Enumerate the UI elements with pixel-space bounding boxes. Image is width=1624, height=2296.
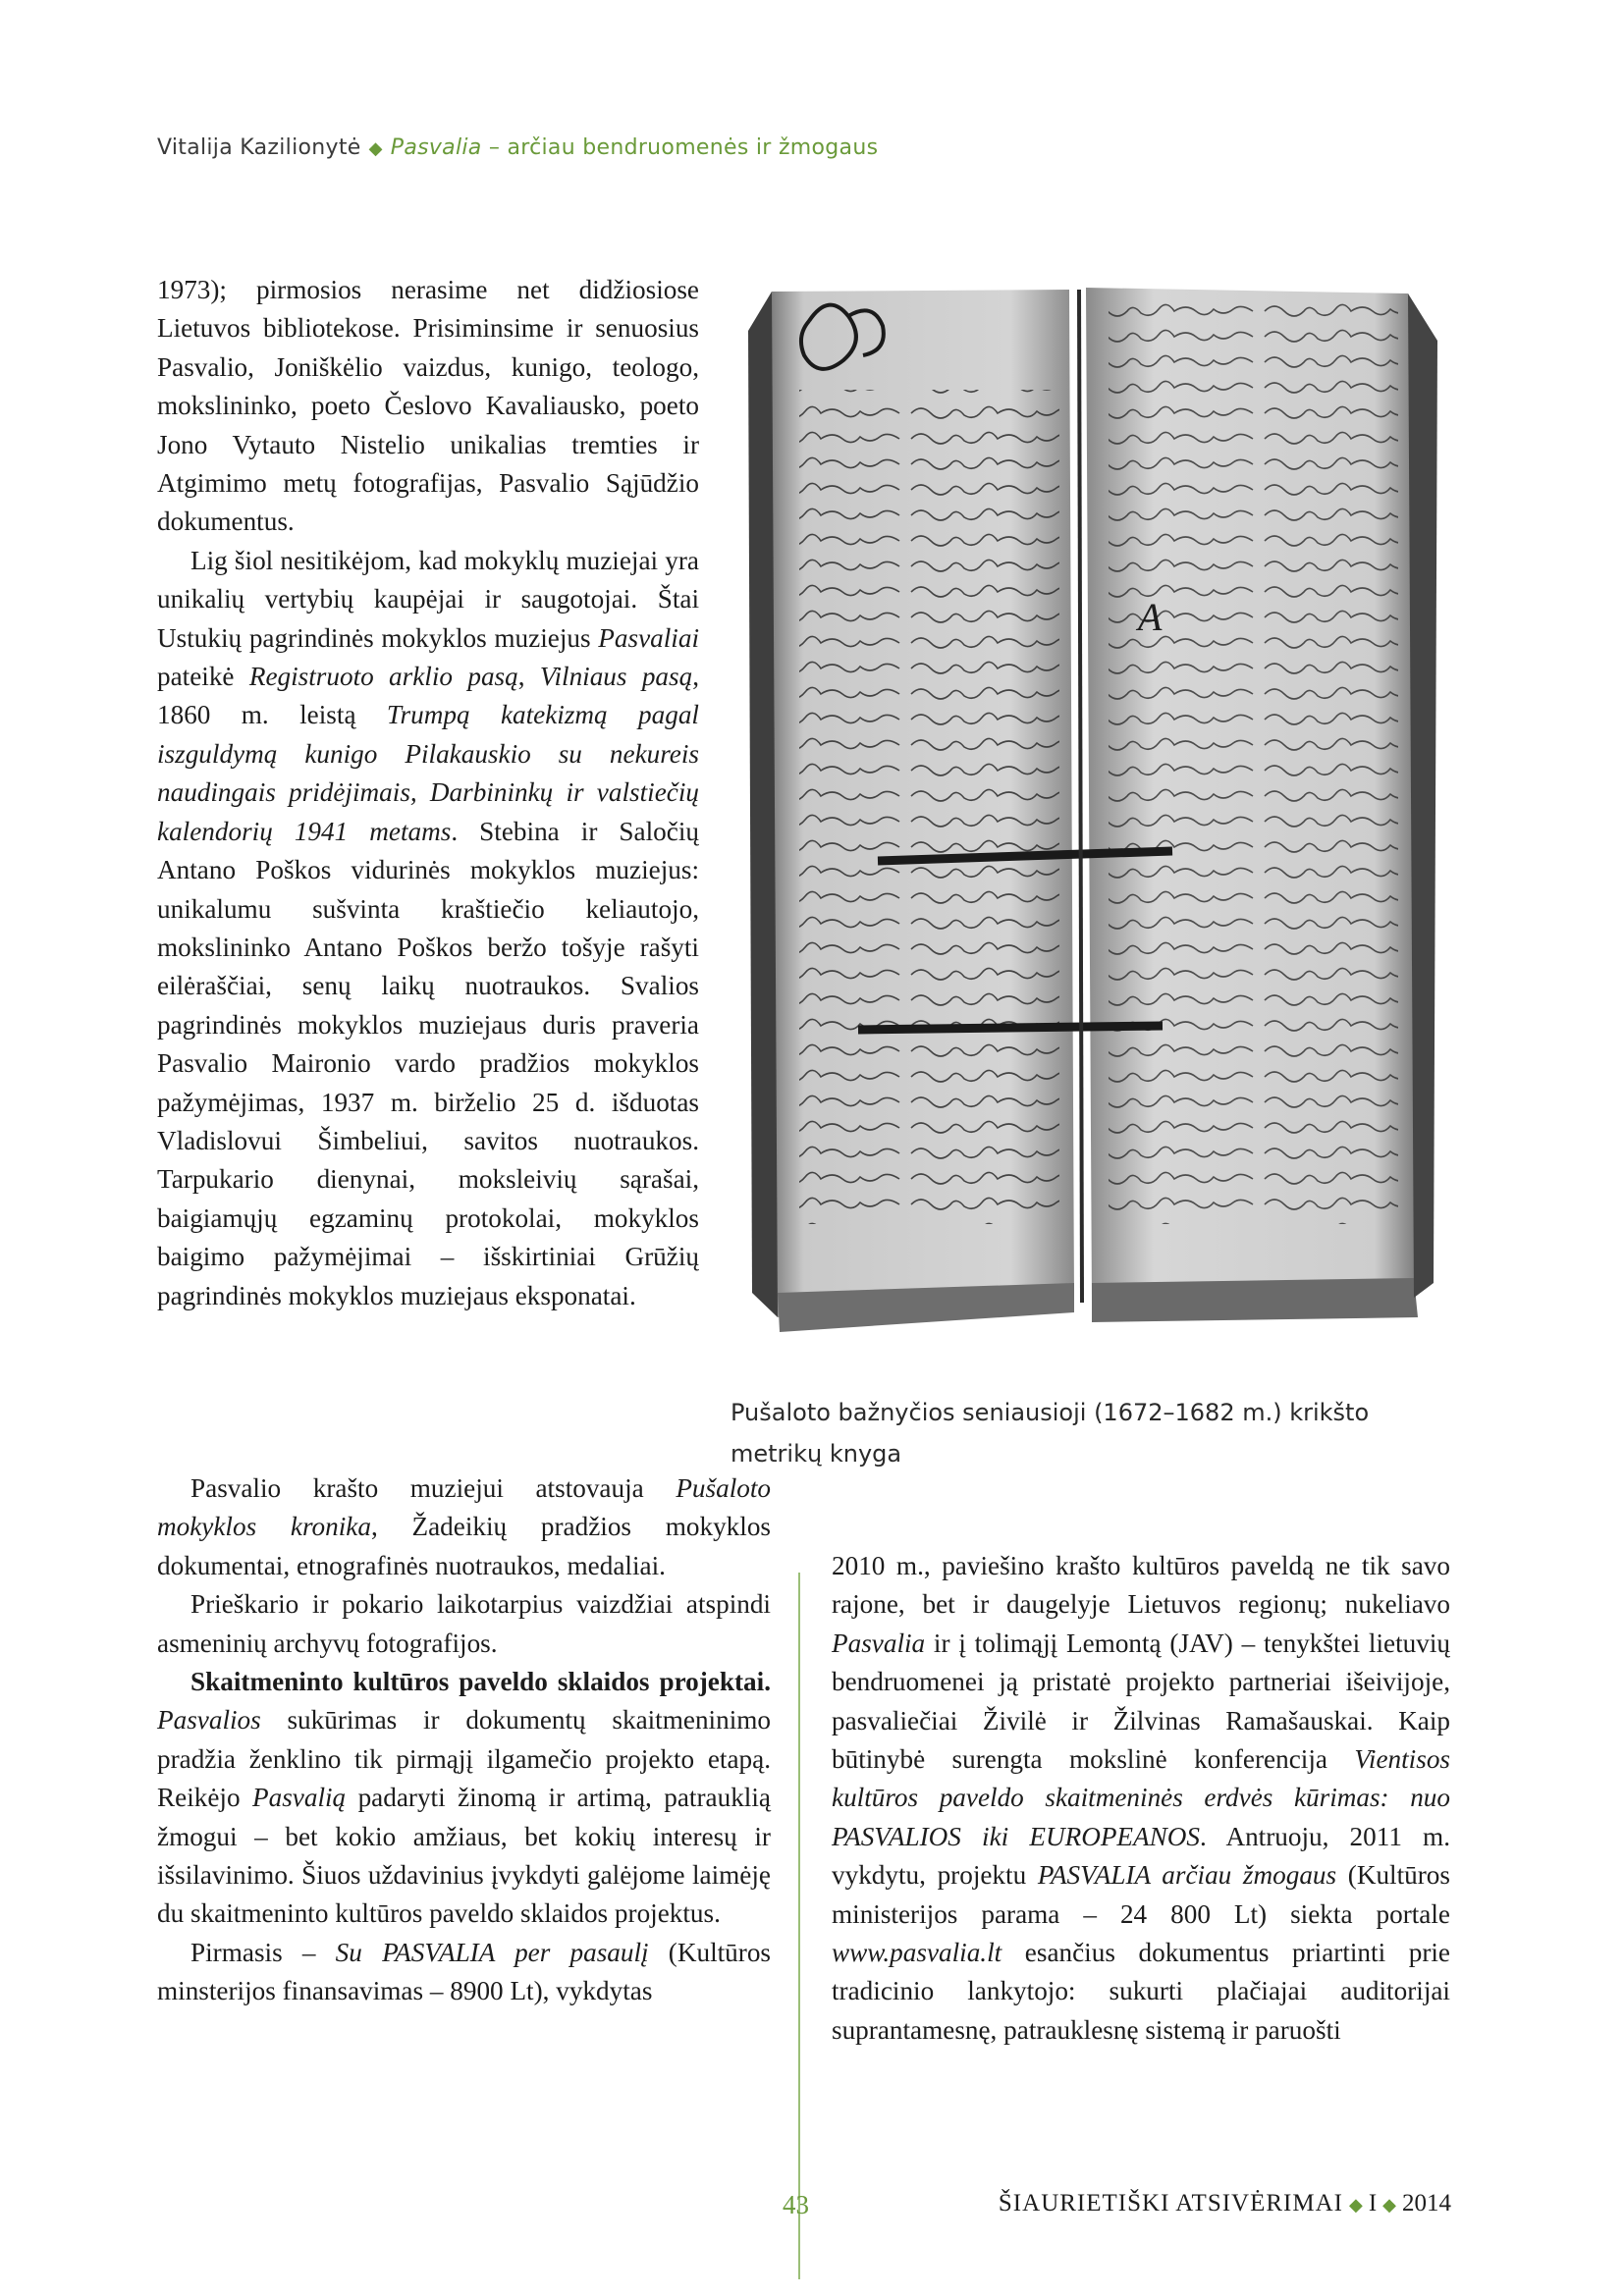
paragraph: Pasvalio krašto muziejui atstovauja Pušaloto mokyklos kronika, Žadeikių pradžios mokyklos dokumentai, etnografinės nuotraukos, medaliai. bbox=[157, 1473, 771, 1580]
column-divider bbox=[798, 1573, 800, 2279]
paragraph: Pirmasis – Su PASVALIA per pasaulį (Kultūros minsterijos finansavimas – 8900 Lt), vykdytas bbox=[157, 1937, 771, 2006]
page-number: 43 bbox=[783, 2190, 809, 2219]
paragraph: Prieškario ir pokario laikotarpius vaizdžiai atspindi asmeninių archyvų fotografijos. bbox=[157, 1589, 771, 1658]
paragraph: Lig šiol nesitikėjom, kad mokyklų muziejai yra unikalių vertybių kaupėjai ir saugotojai. Štai Ustukių pagrindinės mokyklos muziejus Pasvaliai pateikė Registruoto arklio pasą, Vilniaus pasą, 1860 m. leistą Trumpą katekizmą pagal iszguldymą kunigo Pilakauskio su nekureis naudingais pridėjimais, Darbininkų ir valstiečių kalendorių 1941 metams. Stebina ir Saločių Antano Poškos vidurinės mokyklos muziejus: unikalumu sušvinta kraštiečio keliautojo, mokslininko Antano Poškos beržo tošyje rašyti eilėraščiai, senų laikų nuotraukos. Svalios pagrindinės mokyklos muziejaus duris praveria Pasvalio Maironio vardo pradžios mokyklos pažymėjimas, 1937 m. birželio 25 d. išduotas Vladislovui Šimbeliui, savitos nuotraukos. Tarpukario dienynai, moksleivių sąrašai, baigiamųjų egzaminų protokolai, mokyklos baigimo pažymėjimai – išskirtiniai Grūžių pagrindinės mokyklos muziejaus eksponatai. bbox=[157, 545, 699, 1310]
column-right bbox=[832, 1547, 1450, 2050]
diamond-bullet-icon: ◆ bbox=[1382, 2195, 1396, 2215]
diamond-bullet-icon: ◆ bbox=[368, 138, 383, 159]
header-series: Pasvalia – arčiau bendruomenės ir žmogaus bbox=[390, 135, 879, 160]
paragraph: Skaitmeninto kultūros paveldo sklaidos projektai. Pasvalios sukūrimas ir dokumentų skaitmeninimo pradžia ženklino tik pirmąjį ilgamečio projekto etapą. Reikėjo Pasvalią padaryti žinomą ir artimą, patrauklią žmogui – bet kokio amžiaus, bet kokių interesų ir išsilavinimo. Šiuos uždavinius įvykdyti galėjome laimėję du skaitmeninto kultūros paveldo sklaidos projektus. bbox=[157, 1667, 771, 1929]
baptism-register-book-image bbox=[731, 272, 1447, 1347]
portal-link: www.pasvalia.lt bbox=[832, 1938, 1002, 1968]
diamond-bullet-icon: ◆ bbox=[1348, 2195, 1363, 2215]
running-header bbox=[157, 135, 1473, 160]
manuscript-photo bbox=[731, 272, 1447, 1347]
section-heading: Skaitmeninto kultūros paveldo sklaidos projektai. bbox=[190, 1667, 771, 1697]
paragraph: 2010 m., paviešino krašto kultūros paveldą ne tik savo rajone, bet ir daugelyje Lietuvos regionų; nukeliavo Pasvalia ir į tolimąjį Lemontą (JAV) – tenykštei lietuvių bendruomenei ją pristatė projekto partneriai išeivijoje, pasvaliečiai Živilė ir Žilvinas Ramašauskai. Kaip būtinybė surengta mokslinė konferencija Vientisos kultūros paveldo skaitmeninės erdvės kūrimas: nuo PASVALIOS iki EUROPEANOS. Antruoju, 2011 m. vykdytu, projektu PASVALIA arčiau žmogaus (Kultūros ministerijos parama – 24 800 Lt) siekta portale www.pasvalia.lt esančius dokumentus priartinti prie tradicinio lankytojo: sukurti plačiajai auditorijai suprantamesnę, patrauklesnę sistemą ir paruošti bbox=[832, 1551, 1450, 2045]
header-author: Vitalija Kazilionytė bbox=[157, 135, 361, 160]
column-left-upper bbox=[157, 271, 699, 1315]
figure-caption: Pušaloto bažnyčios seniausioji (1672–1682 m.) krikšto metrikų knyga bbox=[731, 1399, 1370, 1468]
paragraph: 1973); pirmosios nerasime net didžiosiose Lietuvos bibliotekose. Prisiminsime ir senuosius Pasvalio, Joniškėlio vaizdus, kunigo, teologo, mokslininko, poeto Česlovo Kavaliausko, poeto Jono Vytauto Nistelio unikalias tremties ir Atgimimo metų fotografijas, Pasvalio Sąjūdžio dokumentus. bbox=[157, 275, 699, 537]
journal-footer: ŠIAURIETIŠKI ATSIVĖRIMAI ◆ I ◆ 2014 bbox=[998, 2190, 1451, 2216]
svg-text:A: A bbox=[1138, 595, 1163, 639]
column-left-lower bbox=[157, 1469, 771, 2011]
